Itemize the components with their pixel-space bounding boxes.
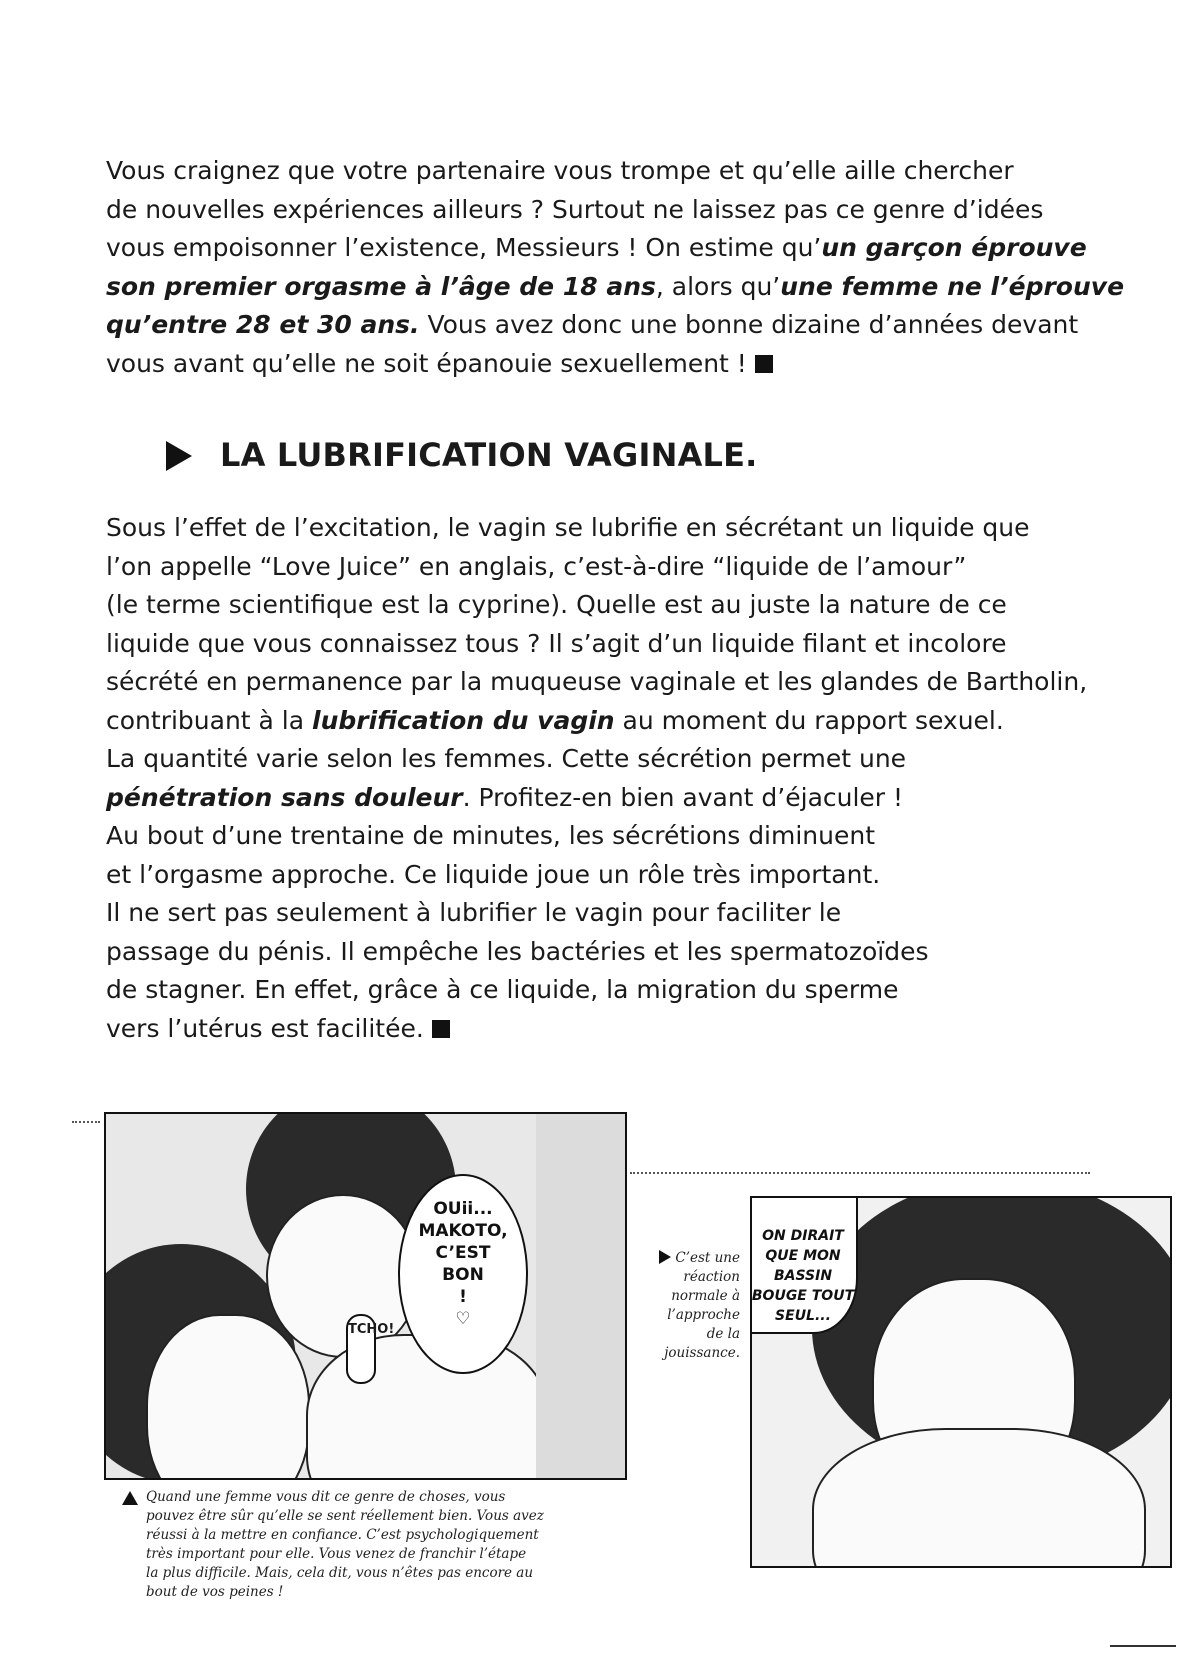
manga-panel-left — [104, 1112, 627, 1480]
text-line — [106, 971, 1116, 1010]
text-line — [106, 509, 1116, 548]
text-line — [106, 817, 1116, 856]
body-text: contribuant à la — [106, 705, 313, 735]
text-line: ! — [459, 1287, 467, 1307]
section-title: LA LUBRIFICATION VAGINALE. — [220, 436, 758, 474]
text-line: réaction — [683, 1269, 740, 1285]
text-line — [106, 894, 1116, 933]
text-line: très important pour elle. Vous venez de franchir l’étape — [146, 1546, 527, 1562]
body-text: . Profitez-en bien avant d’éjaculer ! — [462, 782, 904, 812]
body-text: au moment du rapport sexuel. — [614, 705, 1004, 735]
dotted-rule-right — [630, 1172, 1090, 1174]
intro-paragraph — [106, 152, 1125, 383]
text-line — [106, 625, 1116, 664]
body-text: l’on appelle “Love Juice” en anglais, c’est-à-dire “liquide de l’amour” — [106, 551, 967, 581]
text-line: ♡ — [455, 1309, 471, 1329]
woman-face-illustration — [146, 1314, 310, 1480]
emphasis-text: son premier orgasme à l’âge de 18 ans — [106, 271, 656, 301]
text-line: réussi à la mettre en confiance. C’est psychologiquement — [146, 1527, 539, 1543]
text-line — [106, 191, 1116, 230]
caption-right — [640, 1249, 740, 1363]
text-line — [106, 740, 1116, 779]
text-line: QUE MON — [765, 1248, 841, 1264]
text-line: MAKOTO, — [418, 1221, 508, 1241]
panel-background-tone — [536, 1114, 626, 1478]
body-text: de nouvelles expériences ailleurs ? Surtout ne laissez pas ce genre d’idées — [106, 194, 1044, 224]
body-text: vers l’utérus est facilitée. — [106, 1013, 424, 1043]
text-line — [106, 229, 1116, 268]
emphasis-text: qu’entre 28 et 30 ans. — [106, 310, 420, 339]
text-line — [106, 306, 1116, 345]
dotted-rule-left — [72, 1121, 100, 1123]
section-heading — [166, 436, 758, 474]
text-line: Quand une femme vous dit ce genre de choses, vous — [146, 1489, 506, 1505]
text-line — [106, 856, 1116, 895]
body-text: passage du pénis. Il empêche les bactéries et les spermatozoïdes — [106, 936, 929, 966]
text-line — [106, 152, 1116, 191]
text-line: C’EST — [435, 1243, 491, 1263]
triangle-up-icon — [122, 1491, 138, 1505]
text-line: SEUL... — [775, 1308, 831, 1324]
text-line: jouissance. — [664, 1345, 740, 1361]
text-line: pouvez être sûr qu’elle se sent réellement bien. Vous avez — [146, 1508, 544, 1524]
page-corner-rule — [1110, 1645, 1176, 1647]
text-line — [106, 663, 1116, 702]
speech-bubble-right — [750, 1196, 858, 1334]
text-line — [106, 1010, 1116, 1049]
lubrification-paragraph — [106, 509, 1116, 1048]
speech-bubble-left — [398, 1174, 528, 1374]
body-text: liquide que vous connaissez tous ? Il s’agit d’un liquide filant et incolore — [106, 628, 1007, 658]
emphasis-text: un garçon éprouve — [821, 233, 1087, 262]
text-line: BASSIN — [773, 1268, 833, 1284]
caption-right-text — [640, 1249, 740, 1363]
text-line: bout de vos peines ! — [146, 1584, 284, 1600]
body-text: vous empoisonner l’existence, Messieurs ! On estime qu’ — [106, 233, 822, 262]
text-line: la plus difficile. Mais, cela dit, vous n’êtes pas encore au — [146, 1565, 534, 1581]
body-text: La quantité varie selon les femmes. Cette sécrétion permet une — [106, 744, 907, 773]
text-line — [106, 702, 1116, 741]
body-text: Vous craignez que votre partenaire vous trompe et qu’elle aille chercher — [106, 156, 1014, 185]
text-line — [106, 548, 1116, 587]
triangle-bullet-icon — [166, 441, 192, 471]
caption-left-text — [146, 1488, 566, 1602]
triangle-right-icon — [659, 1250, 671, 1264]
end-square-icon — [432, 1020, 450, 1038]
text-line — [106, 345, 1116, 384]
sound-effect: TCHO! — [346, 1314, 376, 1384]
caption-left — [146, 1488, 566, 1602]
emphasis-text: lubrification du vagin — [312, 705, 615, 735]
body-text: et l’orgasme approche. Ce liquide joue un rôle très important. — [106, 859, 881, 889]
body-text: , alors qu’ — [655, 271, 781, 301]
body-text: de stagner. En effet, grâce à ce liquide, la migration du sperme — [106, 975, 899, 1004]
text-line: BON — [442, 1265, 484, 1285]
woman-body-illustration — [812, 1428, 1146, 1568]
text-line: C’est une — [640, 1249, 740, 1268]
emphasis-text: une femme ne l’éprouve — [780, 271, 1125, 301]
manga-panel-right — [750, 1196, 1172, 1568]
body-text: (le terme scientifique est la cyprine). Quelle est au juste la nature de ce — [106, 590, 1007, 619]
text-line — [106, 586, 1116, 625]
text-line: ON DIRAIT — [762, 1228, 844, 1244]
text-line — [106, 779, 1116, 818]
emphasis-text: pénétration sans douleur — [106, 782, 463, 812]
text-line — [106, 933, 1116, 972]
body-text: Au bout d’une trentaine de minutes, les sécrétions diminuent — [106, 821, 876, 850]
text-line: normale à — [671, 1288, 740, 1304]
text-line: OUii... — [433, 1199, 493, 1219]
body-text: Il ne sert pas seulement à lubrifier le vagin pour faciliter le — [106, 898, 842, 927]
text-line: de la — [706, 1326, 740, 1342]
text-line: BOUGE TOUT — [751, 1288, 855, 1304]
text-line — [106, 268, 1125, 307]
body-text: sécrété en permanence par la muqueuse vaginale et les glandes de Bartholin, — [106, 667, 1088, 696]
body-text: vous avant qu’elle ne soit épanouie sexuellement ! — [106, 348, 747, 378]
end-square-icon — [755, 355, 773, 373]
text-line: l’approche — [667, 1307, 740, 1323]
body-text: Vous avez donc une bonne dizaine d’années devant — [419, 310, 1079, 339]
body-text: Sous l’effet de l’excitation, le vagin se lubrifie en sécrétant un liquide que — [106, 513, 1030, 542]
